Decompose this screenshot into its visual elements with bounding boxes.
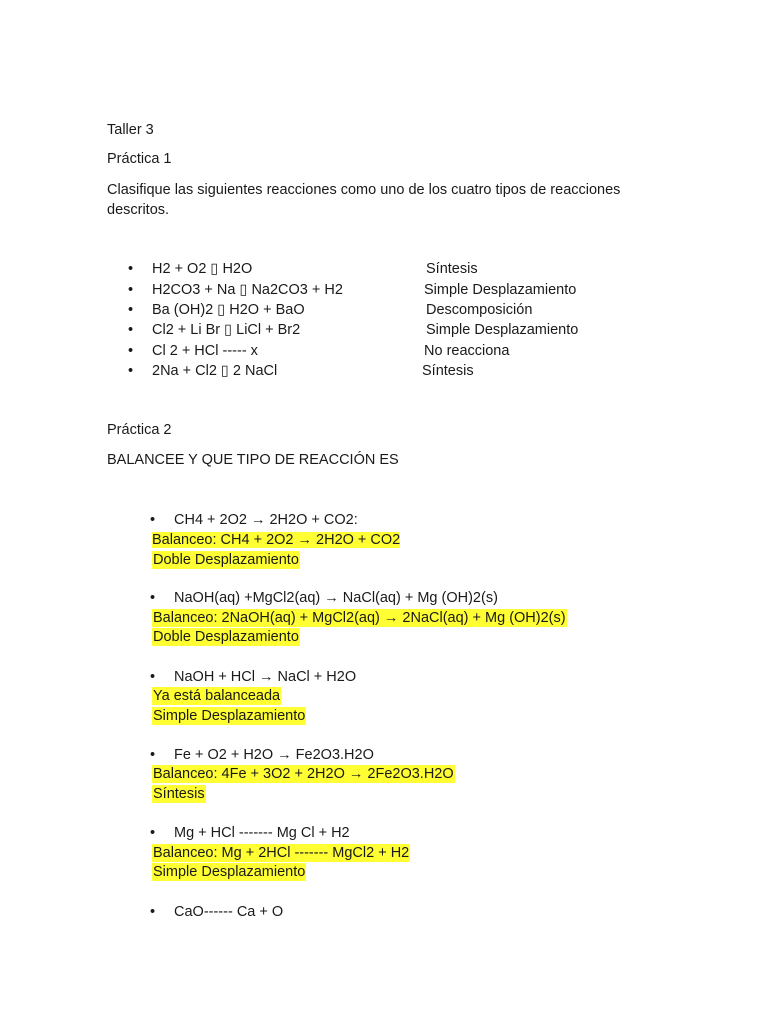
reaction-type: Simple Desplazamiento <box>153 864 306 880</box>
reaction-equation: Ba (OH)2 ▯ H2O + BaO <box>152 302 305 318</box>
reaction-equation: NaOH + HCl → NaCl + H2O <box>174 669 357 685</box>
reaction-type: Síntesis <box>426 261 478 277</box>
document-title: Taller 3 <box>107 122 154 138</box>
bullet: • <box>150 669 156 685</box>
reaction-equation: CaO------ Ca + O <box>174 904 284 920</box>
reaction-type: Simple Desplazamiento <box>424 282 577 298</box>
reaction-equation: H2 + O2 ▯ H2O <box>152 261 253 277</box>
reaction-equation: Fe + O2 + H2O → Fe2O3.H2O <box>174 747 374 763</box>
reaction-equation: Cl2 + Li Br ▯ LiCl + Br2 <box>152 322 301 338</box>
balance-line: Ya está balanceada <box>153 688 281 704</box>
reaction-equation: NaOH(aq) +MgCl2(aq) → NaCl(aq) + Mg (OH)2(s) <box>174 590 498 606</box>
bullet: • <box>128 282 134 298</box>
balance-line <box>152 531 400 549</box>
reaction-equation: Cl 2 + HCl ----- x <box>152 343 258 359</box>
balance-line: Balanceo: 4Fe + 3O2 + 2H2O → 2Fe2O3.H2O <box>153 766 454 782</box>
reaction-equation: H2CO3 + Na ▯ Na2CO3 + H2 <box>152 282 343 298</box>
reaction-equation: 2Na + Cl2 ▯ 2 NaCl <box>152 363 278 379</box>
practica1-instructions: Clasifique las siguientes reacciones como uno de los cuatro tipos de reacciones descritos. <box>107 182 621 218</box>
bullet: • <box>128 322 134 338</box>
reaction-type: Descomposición <box>426 302 533 318</box>
bullet: • <box>150 512 156 528</box>
balance-equation: CH4 + 2O2 → 2H2O + CO2 <box>220 532 401 548</box>
reaction-type: Síntesis <box>422 363 474 379</box>
balance-line: Balanceo: Mg + 2HCl ------- MgCl2 + H2 <box>153 845 410 861</box>
reaction-type: Doble Desplazamiento <box>153 629 299 645</box>
balance-line: Balanceo: 2NaOH(aq) + MgCl2(aq) → 2NaCl(aq) + Mg (OH)2(s) <box>153 610 566 626</box>
reaction-type: Doble Desplazamiento <box>153 552 299 568</box>
balance-label: Balanceo: <box>152 532 221 548</box>
bullet: • <box>128 261 134 277</box>
bullet: • <box>128 343 134 359</box>
reaction-type: Simple Desplazamiento <box>153 708 306 724</box>
practica1-heading: Práctica 1 <box>107 151 172 167</box>
bullet: • <box>150 825 156 841</box>
reaction-type: Síntesis <box>153 786 205 802</box>
reaction-equation: Mg + HCl ------- Mg Cl + H2 <box>174 825 350 841</box>
practica2-instructions: BALANCEE Y QUE TIPO DE REACCIÓN ES <box>107 452 399 468</box>
reaction-type: No reacciona <box>424 343 510 359</box>
bullet: • <box>150 904 156 920</box>
reaction-type: Simple Desplazamiento <box>426 322 579 338</box>
bullet: • <box>128 363 134 379</box>
practica2-heading: Práctica 2 <box>107 422 172 438</box>
bullet: • <box>128 302 134 318</box>
reaction-equation: CH4 + 2O2 → 2H2O + CO2: <box>174 512 358 528</box>
bullet: • <box>150 590 156 606</box>
bullet: • <box>150 747 156 763</box>
